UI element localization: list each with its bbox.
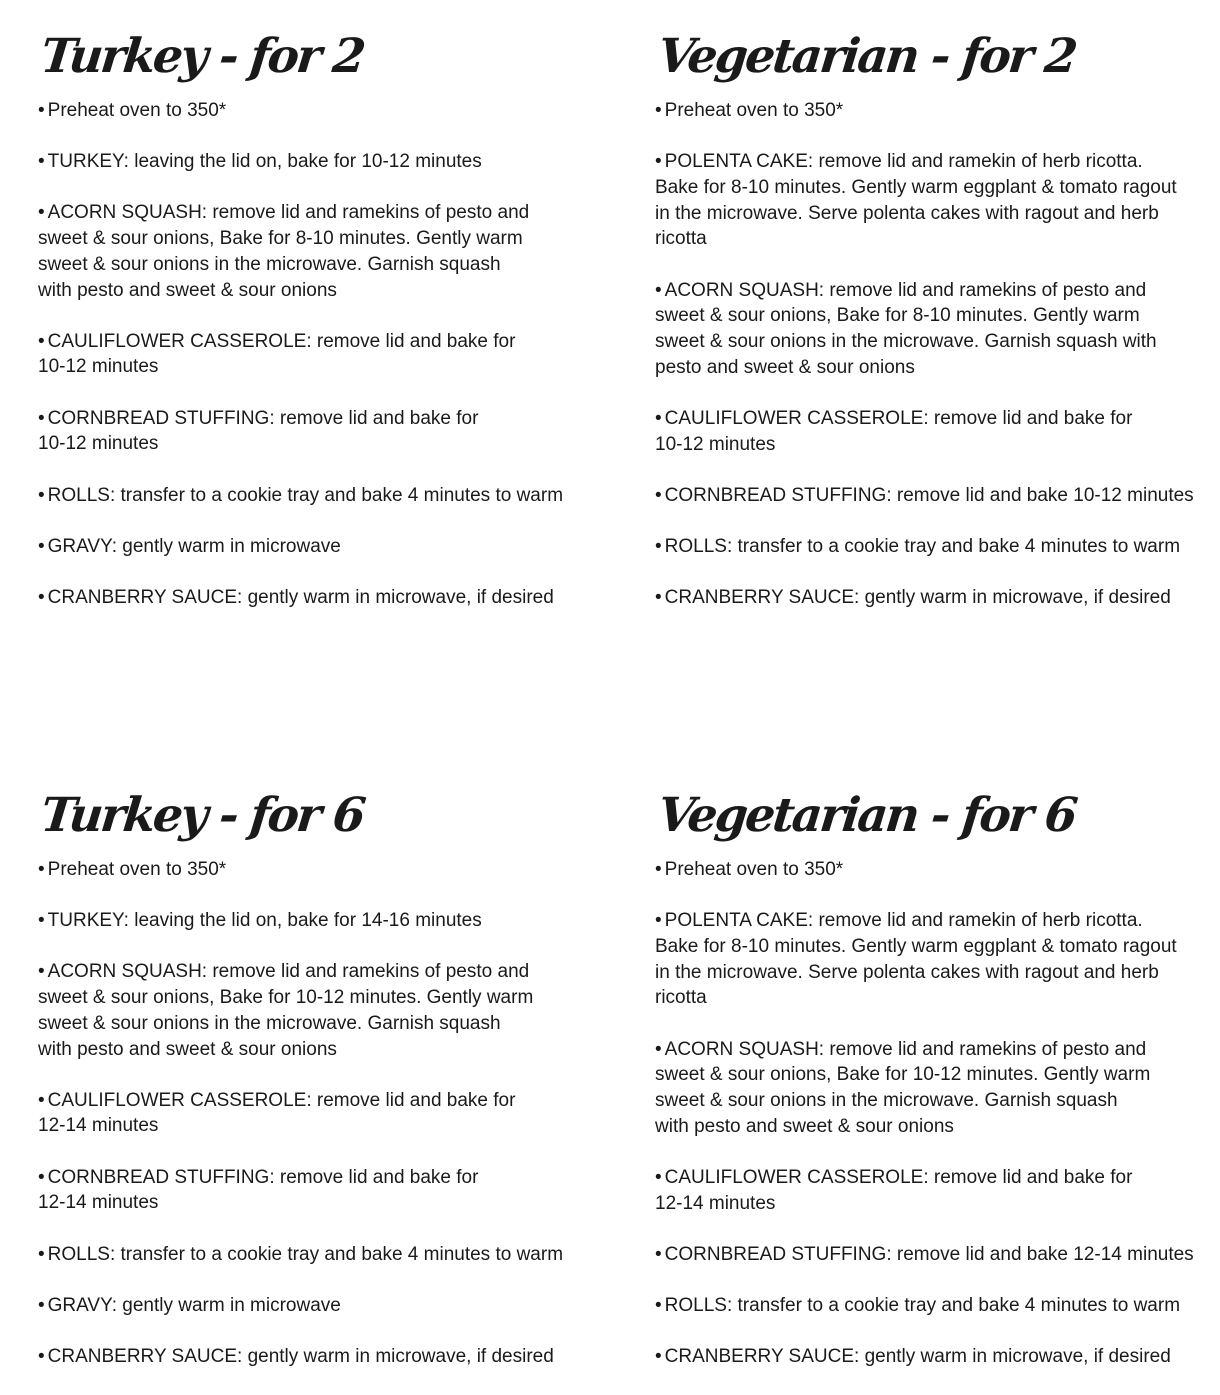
turkey-for-2-card: [38, 28, 610, 636]
instruction-step: [655, 278, 1220, 381]
step-heading: POLENTA CAKE:: [664, 151, 814, 173]
instruction-step: [655, 1344, 1220, 1370]
bullet-icon: •: [38, 202, 45, 224]
step-text: Preheat oven to 350*: [47, 859, 227, 880]
instruction-step: [38, 98, 610, 124]
step-text: gently warm in microwave, if desired: [242, 1345, 554, 1367]
step-text: remove lid and bake for 10-12 minutes: [38, 330, 516, 378]
card-title: Turkey - for 6: [38, 788, 366, 843]
step-text: gently warm in microwave: [117, 1294, 341, 1316]
step-heading: POLENTA CAKE:: [664, 910, 814, 932]
step-text: remove lid and ramekins of pesto and sweet & sour onions, Bake for 10-12 minutes. Gently warm sweet & sour onions in the microwave. Garnish squash with pesto and sweet & sour onions: [38, 961, 534, 1060]
step-text: remove lid and ramekin of herb ricotta. Bake for 8-10 minutes. Gently warm eggplant & tomato ragout in the microwave. Serve polenta cakes with ragout and herb ricotta: [655, 151, 1177, 250]
step-text: remove lid and bake for 12-14 minutes: [655, 1166, 1133, 1214]
step-heading: CRANBERRY SAUCE:: [664, 587, 860, 609]
step-text: transfer to a cookie tray and bake 4 minutes to warm: [115, 1243, 564, 1265]
bullet-icon: •: [655, 151, 662, 173]
step-text: gently warm in microwave: [117, 535, 341, 557]
vegetarian-for-2-card: [655, 28, 1220, 636]
step-text: remove lid and ramekin of herb ricotta. Bake for 8-10 minutes. Gently warm eggplant & tomato ragout in the microwave. Serve polenta cakes with ragout and herb ricotta: [655, 910, 1177, 1009]
step-text: Preheat oven to 350*: [47, 100, 227, 121]
step-text: gently warm in microwave, if desired: [242, 586, 554, 608]
instruction-step: [38, 329, 610, 380]
step-heading: CORNBREAD STUFFING:: [664, 484, 892, 506]
step-text: transfer to a cookie tray and bake 4 minutes to warm: [732, 1294, 1181, 1316]
bullet-icon: •: [38, 484, 45, 506]
step-text: transfer to a cookie tray and bake 4 minutes to warm: [115, 484, 564, 506]
bullet-icon: •: [655, 859, 662, 880]
instruction-step: [655, 534, 1220, 560]
step-text: remove lid and bake for 12-14 minutes: [38, 1166, 479, 1214]
bullet-icon: •: [655, 407, 662, 429]
step-heading: ACORN SQUASH:: [47, 961, 208, 983]
step-heading: ROLLS:: [664, 1294, 733, 1316]
step-heading: CRANBERRY SAUCE:: [47, 586, 243, 608]
instruction-step: [655, 98, 1220, 124]
bullet-icon: •: [38, 330, 45, 352]
bullet-icon: •: [38, 1345, 45, 1367]
instruction-step: [38, 1293, 610, 1319]
step-heading: ROLLS:: [47, 484, 116, 506]
step-text: Preheat oven to 350*: [664, 100, 844, 121]
instruction-step: [38, 585, 610, 611]
instruction-step: [655, 1037, 1220, 1140]
step-heading: CORNBREAD STUFFING:: [47, 1166, 275, 1188]
instruction-step: [655, 857, 1220, 883]
bullet-icon: •: [38, 910, 45, 932]
step-text: remove lid and bake for 12-14 minutes: [38, 1089, 516, 1137]
step-heading: CRANBERRY SAUCE:: [664, 1346, 860, 1368]
step-list: [655, 98, 1220, 611]
bullet-icon: •: [655, 1346, 662, 1368]
step-text: gently warm in microwave, if desired: [859, 1346, 1171, 1368]
instruction-step: [38, 1242, 610, 1268]
step-heading: CORNBREAD STUFFING:: [664, 1243, 892, 1265]
instruction-step: [655, 149, 1220, 252]
instruction-step: [38, 483, 610, 509]
step-heading: GRAVY:: [47, 535, 117, 557]
bullet-icon: •: [655, 279, 662, 301]
step-heading: CAULIFLOWER CASSEROLE:: [47, 330, 312, 352]
step-text: remove lid and bake for 10-12 minutes: [38, 407, 479, 455]
bullet-icon: •: [38, 535, 45, 557]
step-list: [38, 98, 610, 611]
step-text: remove lid and bake 10-12 minutes: [891, 484, 1194, 506]
instruction-step: [38, 1088, 610, 1139]
instruction-step: [38, 1344, 610, 1370]
instruction-step: [655, 406, 1220, 457]
step-heading: TURKEY:: [47, 151, 129, 173]
step-heading: ACORN SQUASH:: [664, 1038, 825, 1060]
instruction-step: [38, 908, 610, 934]
bullet-icon: •: [655, 910, 662, 932]
step-heading: ROLLS:: [47, 1243, 116, 1265]
card-title: Vegetarian - for 2: [655, 29, 1078, 84]
bullet-icon: •: [655, 1294, 662, 1316]
bullet-icon: •: [655, 100, 662, 121]
step-heading: GRAVY:: [47, 1294, 117, 1316]
card-title: Turkey - for 2: [38, 29, 366, 84]
step-text: remove lid and bake 12-14 minutes: [891, 1243, 1194, 1265]
bullet-icon: •: [38, 1089, 45, 1111]
bullet-icon: •: [655, 587, 662, 609]
step-text: gently warm in microwave, if desired: [859, 587, 1171, 609]
bullet-icon: •: [38, 1243, 45, 1265]
step-text: transfer to a cookie tray and bake 4 minutes to warm: [732, 535, 1181, 557]
step-text: leaving the lid on, bake for 14-16 minutes: [128, 910, 482, 932]
bullet-icon: •: [38, 151, 45, 173]
bullet-icon: •: [655, 484, 662, 506]
bullet-icon: •: [38, 1166, 45, 1188]
bullet-icon: •: [38, 586, 45, 608]
step-text: Preheat oven to 350*: [664, 859, 844, 880]
step-heading: CRANBERRY SAUCE:: [47, 1345, 243, 1367]
bullet-icon: •: [38, 407, 45, 429]
instruction-step: [38, 406, 610, 457]
turkey-for-6-card: [38, 787, 610, 1395]
instruction-step: [655, 1165, 1220, 1216]
step-heading: ACORN SQUASH:: [664, 279, 825, 301]
instruction-step: [38, 1165, 610, 1216]
bullet-icon: •: [655, 535, 662, 557]
step-text: remove lid and ramekins of pesto and sweet & sour onions, Bake for 8-10 minutes. Gently warm sweet & sour onions in the microwave. Garnish squash with pesto and sweet & sour onions: [38, 202, 530, 301]
bullet-icon: •: [655, 1243, 662, 1265]
instruction-step: [38, 200, 610, 303]
instruction-step: [38, 959, 610, 1062]
step-heading: CAULIFLOWER CASSEROLE:: [664, 407, 929, 429]
instruction-step: [655, 1293, 1220, 1319]
instruction-step: [655, 483, 1220, 509]
instruction-step: [655, 1242, 1220, 1268]
instruction-step: [38, 857, 610, 883]
step-text: remove lid and bake for 10-12 minutes: [655, 407, 1133, 455]
bullet-icon: •: [38, 859, 45, 880]
step-heading: ACORN SQUASH:: [47, 202, 208, 224]
step-text: remove lid and ramekins of pesto and sweet & sour onions, Bake for 8-10 minutes. Gently warm sweet & sour onions in the microwave. Garnish squash with pesto and sweet & sour onions: [655, 279, 1157, 378]
bullet-icon: •: [655, 1038, 662, 1060]
step-list: [38, 857, 610, 1370]
step-heading: TURKEY:: [47, 910, 129, 932]
bullet-icon: •: [38, 1294, 45, 1316]
instruction-step: [655, 585, 1220, 611]
step-text: remove lid and ramekins of pesto and sweet & sour onions, Bake for 10-12 minutes. Gently warm sweet & sour onions in the microwave. Garnish squash with pesto and sweet & sour onions: [655, 1038, 1151, 1137]
bullet-icon: •: [655, 1166, 662, 1188]
step-list: [655, 857, 1220, 1370]
step-heading: CAULIFLOWER CASSEROLE:: [664, 1166, 929, 1188]
step-text: leaving the lid on, bake for 10-12 minutes: [128, 151, 482, 173]
instruction-step: [38, 534, 610, 560]
bullet-icon: •: [38, 961, 45, 983]
step-heading: CAULIFLOWER CASSEROLE:: [47, 1089, 312, 1111]
instruction-step: [38, 149, 610, 175]
instruction-step: [655, 908, 1220, 1011]
vegetarian-for-6-card: [655, 787, 1220, 1395]
bullet-icon: •: [38, 100, 45, 121]
step-heading: CORNBREAD STUFFING:: [47, 407, 275, 429]
card-title: Vegetarian - for 6: [655, 788, 1078, 843]
step-heading: ROLLS:: [664, 535, 733, 557]
